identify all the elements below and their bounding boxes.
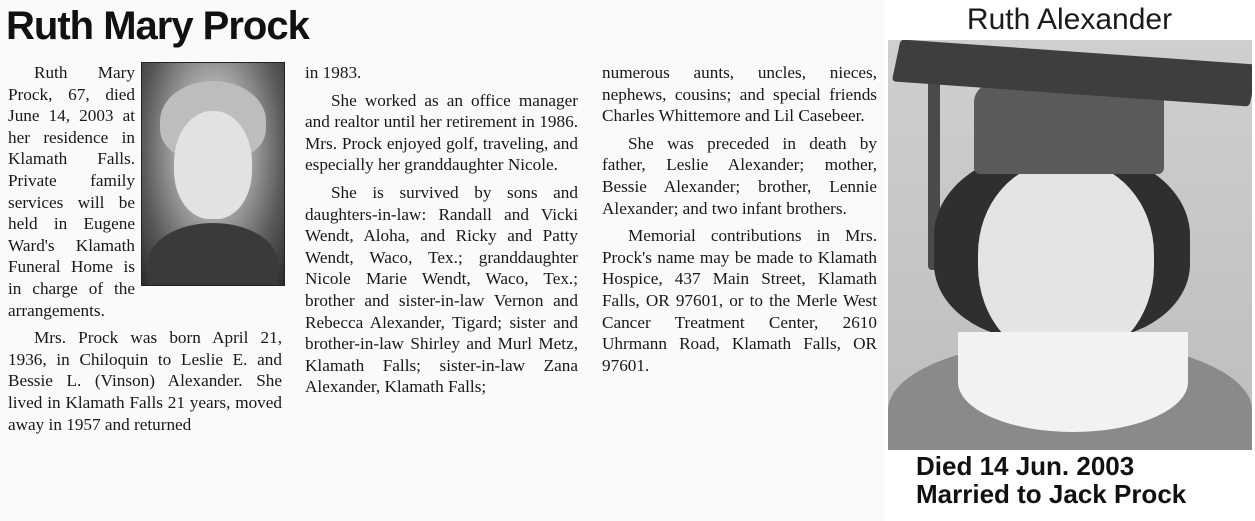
portrait-name: Ruth Alexander	[966, 3, 1173, 36]
obituary-paragraph: She was preceded in death by father, Leslie Alexander; mother, Bessie Alexander; brother, Lennie Alexander; and two infant brothers.	[602, 133, 877, 218]
obituary-paragraph: She worked as an office manager and realtor until her retirement in 1986. Mrs. Prock enjoyed golf, traveling, and especially her granddaughter Nicole.	[305, 90, 578, 175]
graduation-portrait	[888, 40, 1252, 450]
obituary-column-1	[8, 62, 282, 435]
obituary-paragraph: Mrs. Prock was born April 21, 1936, in Chiloquin to Leslie E. and Bessie L. (Vinson) Alexander. She lived in Klamath Falls 21 years, moved away in 1957 and returned	[8, 328, 282, 434]
obituary-paragraph: She is survived by sons and daughters-in-law: Randall and Vicki Wendt, Aloha, and Ricky and Patty Wendt, Waco, Tex.; granddaughter Nicole Marie Wendt, Waco, Tex.; brother and sister-in-law Vernon and Rebecca Alexander, Tigard; sister and brother-in-law Shirley and Murl Metz, Klamath Falls; sister-in-law Zana Alexander, Klamath Falls;	[305, 182, 578, 397]
obituary-paragraph: in 1983.	[305, 63, 362, 82]
obituary-paragraph: Ruth Mary Prock, 67, died June 14, 2003 at her residence in Klamath Falls. Private family services will be held in Eugene Ward's Klamath Funeral Home is in charge of the arrangements.	[8, 63, 135, 320]
obituary-paragraph: Memorial contributions in Mrs. Prock's name may be made to Klamath Hospice, 437 Main Street, Klamath Falls, OR 97601, or to the Merle West Cancer Treatment Center, 2610 Uhrmann Road, Klamath Falls, OR 97601.	[602, 226, 877, 375]
yearbook-panel	[884, 0, 1255, 521]
obituary-photo-frame	[141, 62, 284, 286]
portrait-caption-death: Died 14 Jun. 2003	[916, 451, 1135, 481]
obituary-paragraph: numerous aunts, uncles, nieces, nephews, cousins; and special friends Charles Whittemore and Lil Casebeer.	[602, 63, 877, 126]
obituary-column-3	[602, 62, 877, 376]
portrait-caption-spouse: Married to Jack Prock	[916, 479, 1187, 509]
obituary-photo	[141, 62, 285, 286]
obituary-headline: Ruth Mary Prock	[6, 4, 309, 48]
obituary-column-2	[305, 62, 578, 398]
